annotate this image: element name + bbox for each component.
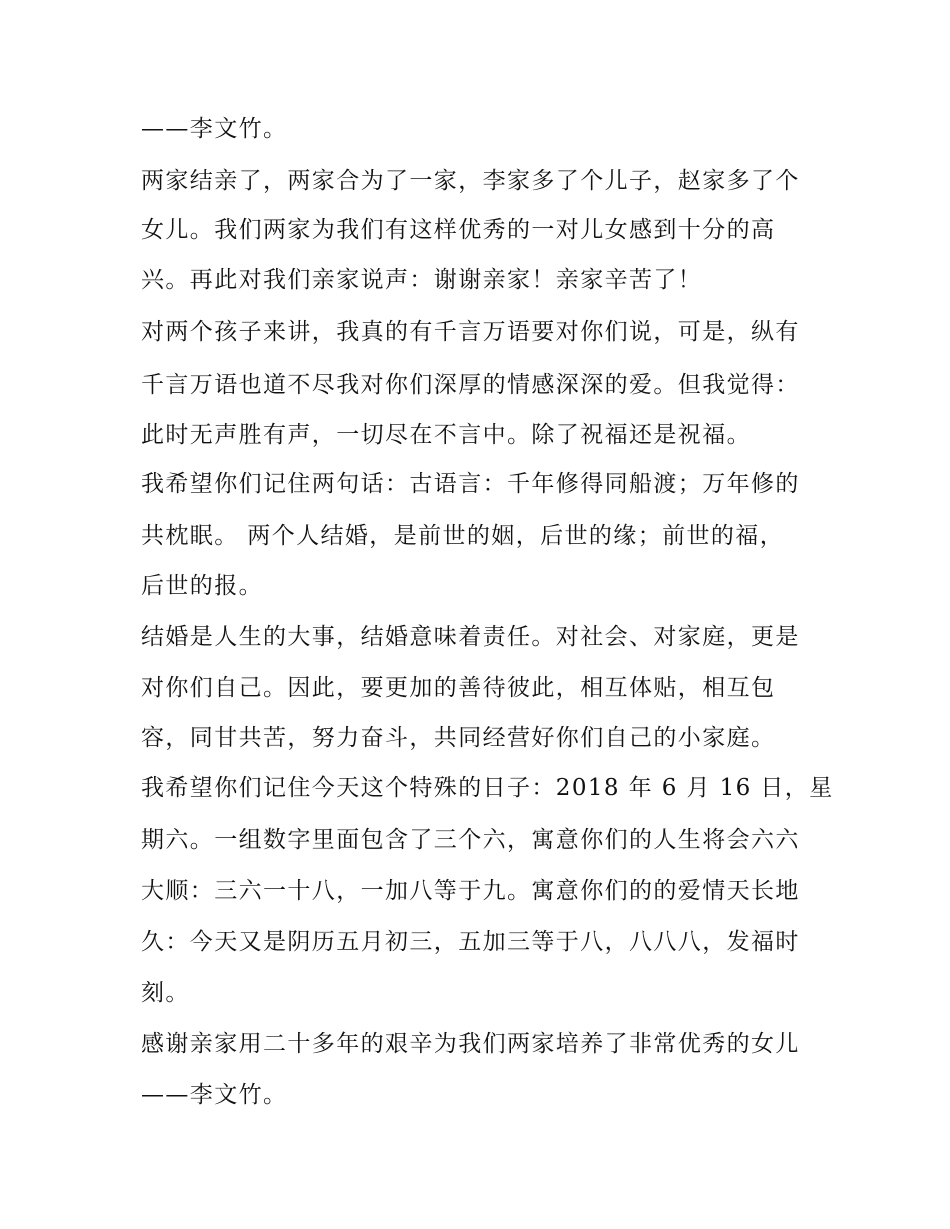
text-line: 久：今天又是阴历五月初三，五加三等于八，八八八，发福时 [141, 929, 800, 955]
text-line: ——李文竹。 [141, 116, 288, 142]
text-line: 对你们自己。因此，要更加的善待彼此，相互体贴，相互包 [141, 675, 776, 701]
text-line: 此时无声胜有声，一切尽在不言中。除了祝福还是祝福。 [141, 422, 751, 448]
text-line: 结婚是人生的大事，结婚意味着责任。对社会、对家庭，更是 [141, 624, 800, 650]
text-line: 刻。 [141, 980, 190, 1006]
text-line: 容，同甘共苦，努力奋斗，共同经营好你们自己的小家庭。 [141, 725, 776, 751]
text-line: 共枕眠。 两个人结婚，是前世的姻，后世的缘；前世的福， [141, 523, 785, 549]
text-line: ——李文竹。 [141, 1082, 288, 1108]
text-line: 期六。一组数字里面包含了三个六，寓意你们的人生将会六六 [141, 827, 800, 853]
text-line: 后世的报。 [141, 573, 263, 599]
text-line: 兴。再此对我们亲家说声：谢谢亲家！亲家辛苦了！ [141, 267, 703, 293]
text-line: 大顺：三六一十八，一加八等于九。寓意你们的的爱情天长地 [141, 878, 800, 904]
text-line: 两家结亲了，两家合为了一家，李家多了个儿子，赵家多了个 [141, 168, 800, 194]
text-line: 千言万语也道不尽我对你们深厚的情感深深的爱。但我觉得： [141, 372, 800, 398]
text-line: 女儿。我们两家为我们有这样优秀的一对儿女感到十分的高 [141, 217, 776, 243]
text-line: 我希望你们记住今天这个特殊的日子：2018 年 6 月 16 日，星 [141, 775, 834, 801]
text-line: 感谢亲家用二十多年的艰辛为我们两家培养了非常优秀的女儿 [141, 1031, 800, 1057]
text-line: 对两个孩子来讲，我真的有千言万语要对你们说，可是，纵有 [141, 319, 800, 345]
text-line: 我希望你们记住两句话：古语言：千年修得同船渡；万年修的 [141, 471, 800, 497]
